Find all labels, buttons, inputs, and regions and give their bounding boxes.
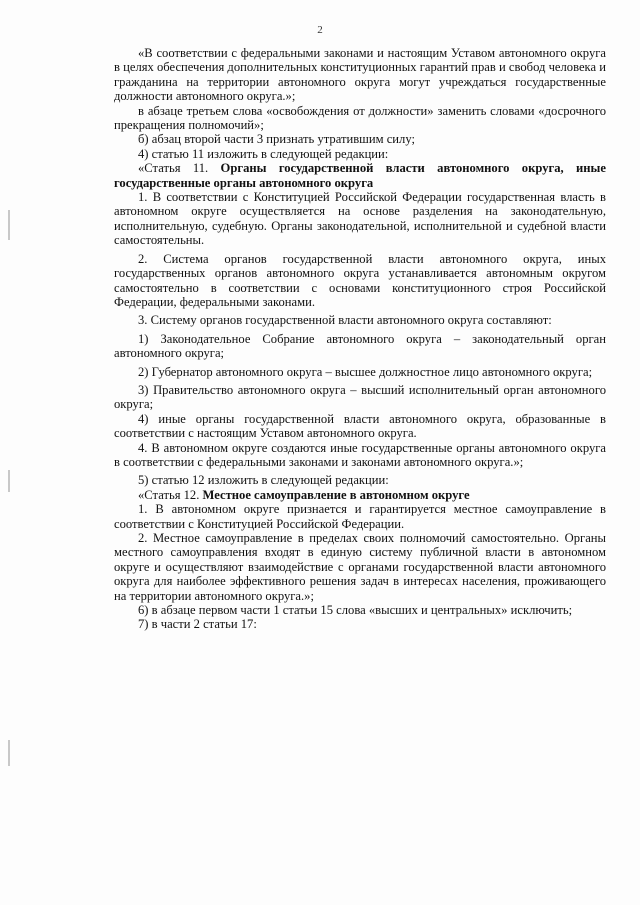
- document-paragraph: 6) в абзаце первом части 1 статьи 15 слова «высших и центральных» исключить;: [138, 603, 573, 618]
- article-heading-prefix: «Статья 11.: [138, 161, 221, 176]
- document-paragraph: в абзаце третьем слова «освобождения от должности» заменить словами «досрочного прекращения полномочий»;: [114, 103, 606, 133]
- document-paragraph: 1. В соответствии с Конституцией Российской Федерации государственная власть в автономном округе осуществляется на основе разделения на законодательную, исполнительную, судебную. Органы законодательной, исполнительной и судебной власти самостоятельны.: [114, 190, 606, 248]
- document-paragraph: [114, 488, 606, 502]
- document-paragraph: 7) в части 2 статьи 17:: [138, 617, 257, 632]
- document-paragraph: 1. В автономном округе признается и гарантируется местное самоуправление в соответствии с Конституцией Российской Федерации.: [114, 502, 606, 531]
- document-paragraph: 2. Местное самоуправление в пределах своих полномочий самостоятельно. Органы местного самоуправления входят в единую систему публичной власти в автономном округе и осуществляют взаимодействие с органами государственной власти автономного округа для наиболее эффективного решения задач в интересах населения, проживающего на территории автономного округа.»;: [114, 531, 606, 603]
- document-paragraph: 4) статью 11 изложить в следующей редакции:: [138, 146, 389, 161]
- scan-margin-mark: [8, 740, 10, 766]
- document-paragraph: 3. Систему органов государственной власти автономного округа составляют:: [138, 313, 552, 328]
- document-paragraph: б) абзац второй части 3 признать утратившим силу;: [138, 132, 415, 147]
- document-paragraph: 2. Система органов государственной власти автономного округа, иных государственных органов автономного округа устанавливается автономным округом самостоятельно в соответствии с основами конституционного строя Российской Федерации, федеральными законами.: [114, 251, 606, 309]
- article-heading-title: Органы государственной власти автономного округа, иные государственные органы автономного округа: [114, 161, 606, 190]
- document-body: [114, 46, 606, 632]
- document-paragraph: 3) Правительство автономного округа – высший исполнительный орган автономного округа;: [114, 382, 606, 412]
- page-number: 2: [317, 24, 323, 36]
- scan-margin-mark: [8, 470, 10, 492]
- document-paragraph: [114, 161, 606, 190]
- document-paragraph: 5) статью 12 изложить в следующей редакции:: [138, 473, 389, 488]
- document-paragraph: 4. В автономном округе создаются иные государственные органы автономного округа в соответствии с федеральными законами и законами автономного округа.»;: [114, 440, 606, 469]
- article-heading-title: Местное самоуправление в автономном округе: [202, 487, 470, 502]
- document-paragraph: 4) иные органы государственной власти автономного округа, образованные в соответствии с настоящим Уставом автономного округа.: [114, 411, 606, 441]
- scan-margin-mark: [8, 210, 10, 240]
- document-paragraph: 2) Губернатор автономного округа – высшее должностное лицо автономного округа;: [138, 364, 593, 379]
- article-heading-prefix: «Статья 12.: [138, 487, 203, 502]
- document-paragraph: 1) Законодательное Собрание автономного округа – законодательный орган автономного округа;: [114, 331, 606, 361]
- document-paragraph: «В соответствии с федеральными законами и настоящим Уставом автономного округа в целях обеспечения дополнительных конституционных гарантий прав и свобод человека и гражданина на территории автономного округа могут учреждаться государственные должности автономного округа.»;: [114, 46, 606, 104]
